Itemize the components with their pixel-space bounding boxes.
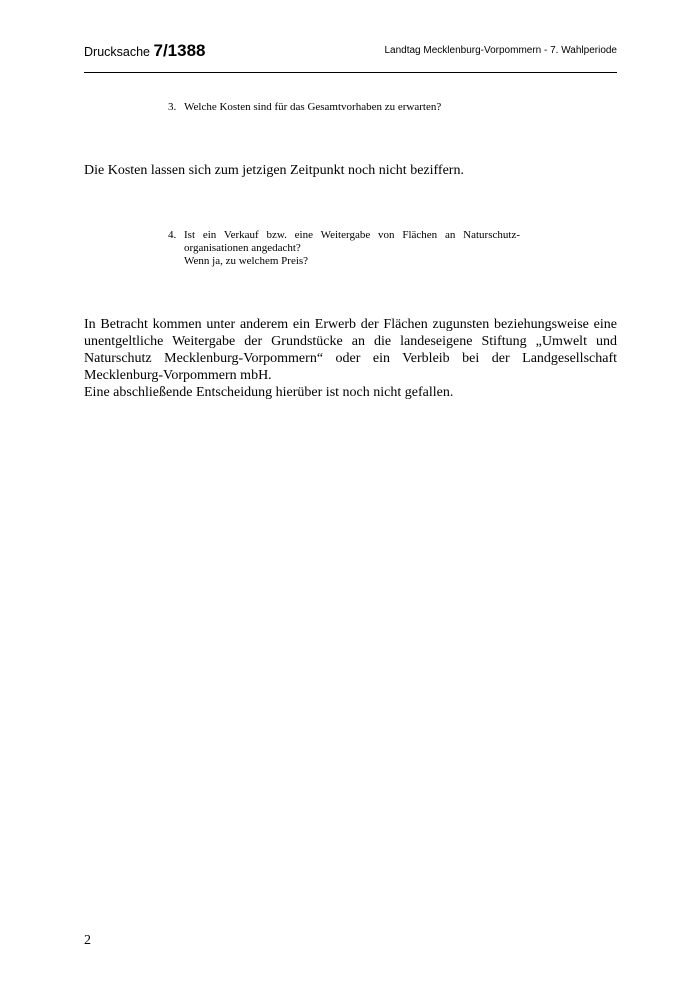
- page-header: [84, 40, 617, 73]
- institution-label: Landtag Mecklenburg-Vorpommern - 7. Wahlperiode: [384, 45, 617, 56]
- question-text: Welche Kosten sind für das Gesamtvorhaben zu erwarten?: [184, 101, 442, 113]
- question-number: 3.: [168, 101, 177, 113]
- question-line: Ist ein Verkauf bzw. eine Weitergabe von Flächen an Naturschutz-: [184, 229, 520, 241]
- question-number: 4.: [168, 229, 177, 241]
- question-4: [168, 229, 520, 268]
- question-line: organisationen angedacht?: [184, 242, 301, 254]
- page-number: 2: [84, 933, 91, 948]
- answer-line: Mecklenburg-Vorpommern mbH.: [84, 368, 272, 383]
- question-3: [168, 101, 441, 113]
- answer-3: Die Kosten lassen sich zum jetzigen Zeitpunkt noch nicht beziffern.: [84, 163, 464, 178]
- answer-line: In Betracht kommen unter anderem ein Erwerb der Flächen zugunsten beziehungsweise eine: [84, 317, 617, 332]
- answer-line: unentgeltliche Weitergabe der Grundstücke an die landeseigene Stiftung „Umwelt und: [84, 334, 617, 349]
- document-reference: [84, 41, 205, 61]
- question-text: [184, 229, 520, 268]
- document-number: 7/1388: [153, 41, 206, 60]
- document-label: Drucksache: [84, 45, 150, 59]
- answer-line: Eine abschließende Entscheidung hierüber ist noch nicht gefallen.: [84, 385, 454, 400]
- answer-line: Naturschutz Mecklenburg-Vorpommern“ oder ein Verbleib bei der Landgesellschaft: [84, 351, 617, 366]
- answer-4: [84, 316, 617, 401]
- question-line: Wenn ja, zu welchem Preis?: [184, 255, 309, 267]
